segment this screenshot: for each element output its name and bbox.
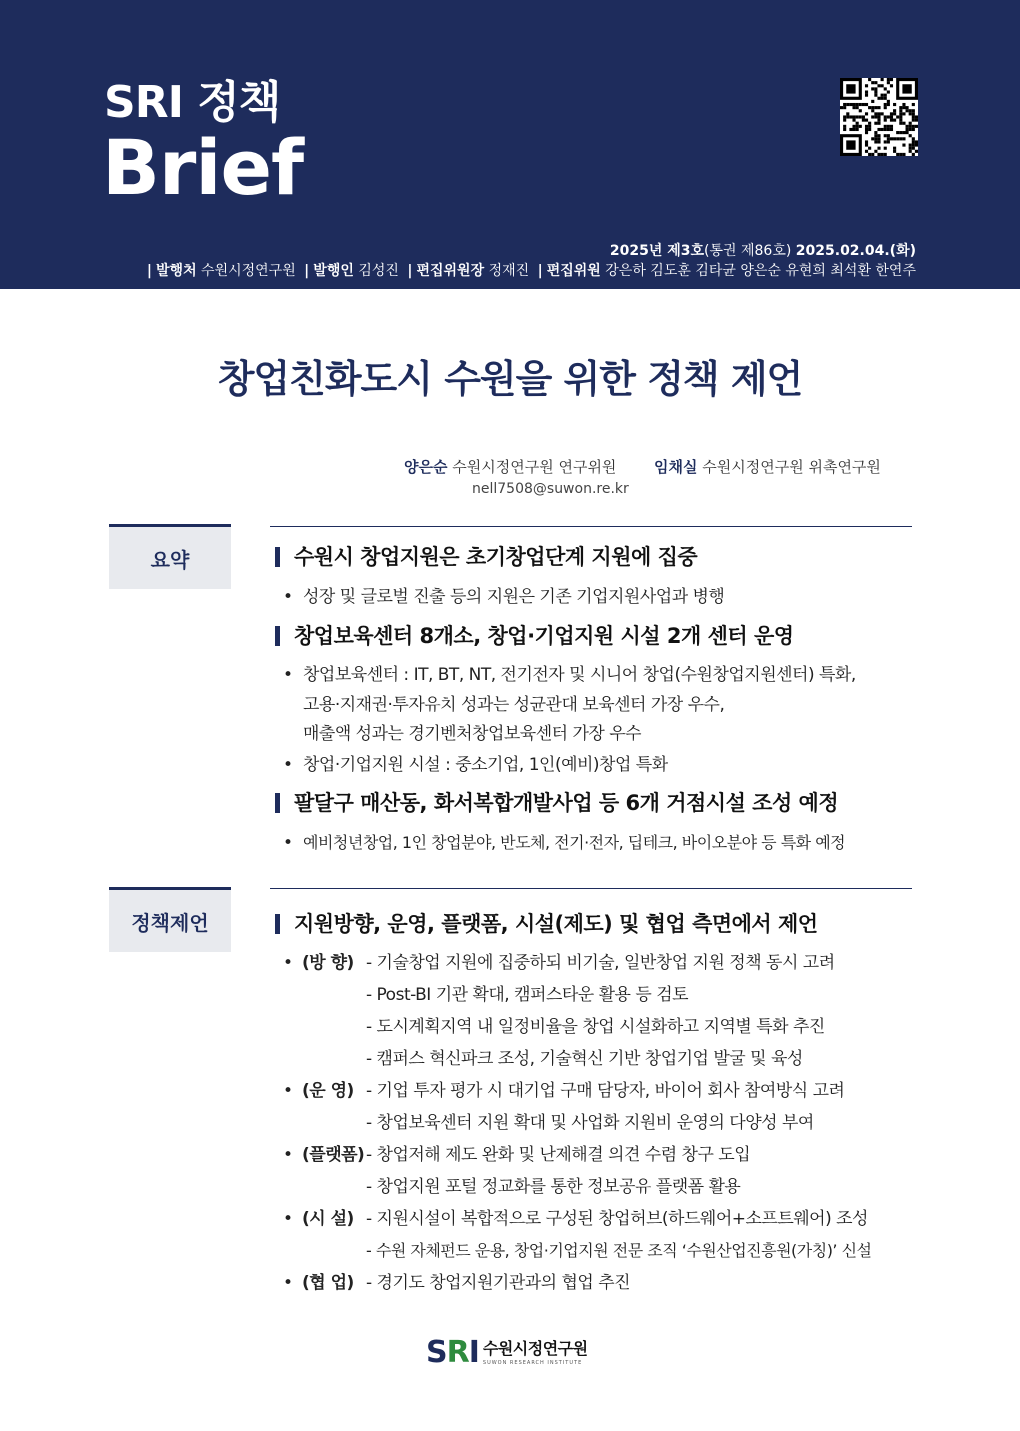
staff-info: | 발행처 수원시정연구원 | 발행인 김성진 | 편집위원장 정재진 | 편집위원 강은하 김도훈 김타균 양은순 유현희 최석환 한연주: [146, 263, 916, 279]
policy-divider: [270, 888, 912, 889]
author-1-name: 양은순: [404, 458, 448, 476]
issuer-label: 발행인: [313, 263, 354, 279]
policy-item: - 경기도 창업지원기관과의 협업 추진: [366, 1273, 631, 1293]
publisher: 수원시정연구원: [201, 263, 296, 279]
heading-bar: [275, 914, 280, 934]
summary-label: 요약: [109, 524, 231, 589]
issue-date: 2025.02.04.(화): [795, 243, 916, 259]
issue-number: 2025년 제3호: [609, 243, 705, 259]
policy-item: - 창업지원 포털 정교화를 통한 정보공유 플랫폼 활용: [366, 1177, 741, 1197]
summary-heading-3: 팔달구 매산동, 화서복합개발사업 등 6개 거점시설 조성 예정: [275, 789, 838, 817]
author-2: [654, 457, 881, 477]
policy-item: - 도시계획지역 내 일정비율을 창업 시설화하고 지역별 특화 추진: [366, 1017, 825, 1037]
policy-heading: 지원방향, 운영, 플랫폼, 시설(제도) 및 협업 측면에서 제언: [275, 910, 818, 938]
bullet-dot: •: [283, 1081, 294, 1101]
summary-bullet: 성장 및 글로벌 진출 등의 지원은 기존 기업지원사업과 병행: [303, 587, 725, 607]
platform-label: (플랫폼): [302, 1145, 365, 1165]
summary-bullet: 창업·기업지원 시설 : 중소기업, 1인(예비)창업 특화: [303, 755, 668, 775]
policy-item: - 창업보육센터 지원 확대 및 사업화 지원비 운영의 다양성 부여: [366, 1113, 814, 1133]
summary-heading-1: 수원시 창업지원은 초기창업단계 지원에 집중: [275, 543, 697, 571]
issue-info: [610, 242, 916, 260]
summary-bullet-cont: 고용·지재권·투자유치 성과는 성균관대 보육센터 가장 우수,: [303, 695, 725, 715]
summary-bullet: 창업보육센터 : IT, BT, NT, 전기전자 및 시니어 창업(수원창업지원센터) 특화,: [303, 665, 856, 685]
policy-item: - 캠퍼스 혁신파크 조성, 기술혁신 기반 창업기업 발굴 및 육성: [366, 1049, 803, 1069]
editors: 강은하 김도훈 김타균 양은순 유현희 최석환 한연주: [605, 263, 916, 279]
chief-editor-label: 편집위원장: [416, 263, 485, 279]
bullet-dot: •: [283, 755, 294, 775]
header-banner: [0, 0, 1020, 289]
qr-code-icon[interactable]: [840, 78, 918, 156]
policy-item: - 창업저해 제도 완화 및 난제해결 의견 수렴 창구 도입: [366, 1145, 751, 1165]
policy-item: - 수원 자체펀드 운용, 창업·기업지원 전문 조직 ‘수원산업진흥원(가칭)’ 신설: [366, 1241, 872, 1260]
bullet-dot: •: [283, 1209, 294, 1229]
org-eng-name: SUWON RESEARCH INSTITUTE: [482, 1360, 583, 1366]
bullet-dot: •: [283, 1273, 294, 1293]
editors-label: 편집위원: [546, 263, 601, 279]
heading-bar: [275, 793, 280, 813]
heading-bar: [275, 626, 280, 646]
summary-bullet: 예비청년창업, 1인 창업분야, 반도체, 전기·전자, 딥테크, 바이오분야 등 특화 예정: [303, 833, 846, 852]
bullet-dot: •: [283, 1145, 294, 1165]
brand-subtitle: Brief: [102, 123, 304, 212]
heading-bar: [275, 547, 280, 567]
publisher-label: 발행처: [156, 263, 197, 279]
author-1-affiliation: 수원시정연구원 연구위원: [452, 458, 617, 476]
author-1: [404, 457, 616, 477]
summary-divider: [270, 526, 912, 527]
facility-label: (시 설): [302, 1209, 354, 1229]
issuer: 김성진: [358, 263, 399, 279]
author-2-affiliation: 수원시정연구원 위촉연구원: [702, 458, 881, 476]
author-1-email[interactable]: nell7508@suwon.re.kr: [472, 481, 629, 497]
policy-item: - Post-BI 기관 확대, 캠퍼스타운 활용 등 검토: [366, 985, 689, 1005]
issue-total: (통권 제86호): [704, 243, 792, 259]
page-title: 창업친화도시 수원을 위한 정책 제언: [217, 357, 803, 401]
sri-logo-icon: SRI: [426, 1335, 479, 1370]
author-2-name: 임채실: [654, 458, 698, 476]
policy-label: 정책제언: [109, 887, 231, 952]
bullet-dot: •: [283, 665, 294, 685]
bullet-dot: •: [283, 587, 294, 607]
summary-bullet-cont: 매출액 성과는 경기벤처창업보육센터 가장 우수: [303, 724, 642, 744]
summary-heading-2: 창업보육센터 8개소, 창업·기업지원 시설 2개 센터 운영: [275, 622, 794, 650]
bullet-dot: •: [283, 833, 294, 853]
collab-label: (협 업): [302, 1273, 354, 1293]
chief-editor: 정재진: [488, 263, 530, 279]
footer-logo: [426, 1336, 588, 1370]
org-name: 수원시정연구원: [482, 1339, 588, 1358]
bullet-dot: •: [283, 953, 294, 973]
policy-item: - 지원시설이 복합적으로 구성된 창업허브(하드웨어+소프트웨어) 조성: [366, 1209, 868, 1229]
policy-item: - 기업 투자 평가 시 대기업 구매 담당자, 바이어 회사 참여방식 고려: [366, 1081, 845, 1101]
operation-label: (운 영): [302, 1081, 354, 1101]
brand-title: SRI 정책: [104, 77, 281, 128]
direction-label: (방 향): [302, 953, 354, 973]
policy-item: - 기술창업 지원에 집중하되 비기술, 일반창업 지원 정책 동시 고려: [366, 953, 835, 973]
